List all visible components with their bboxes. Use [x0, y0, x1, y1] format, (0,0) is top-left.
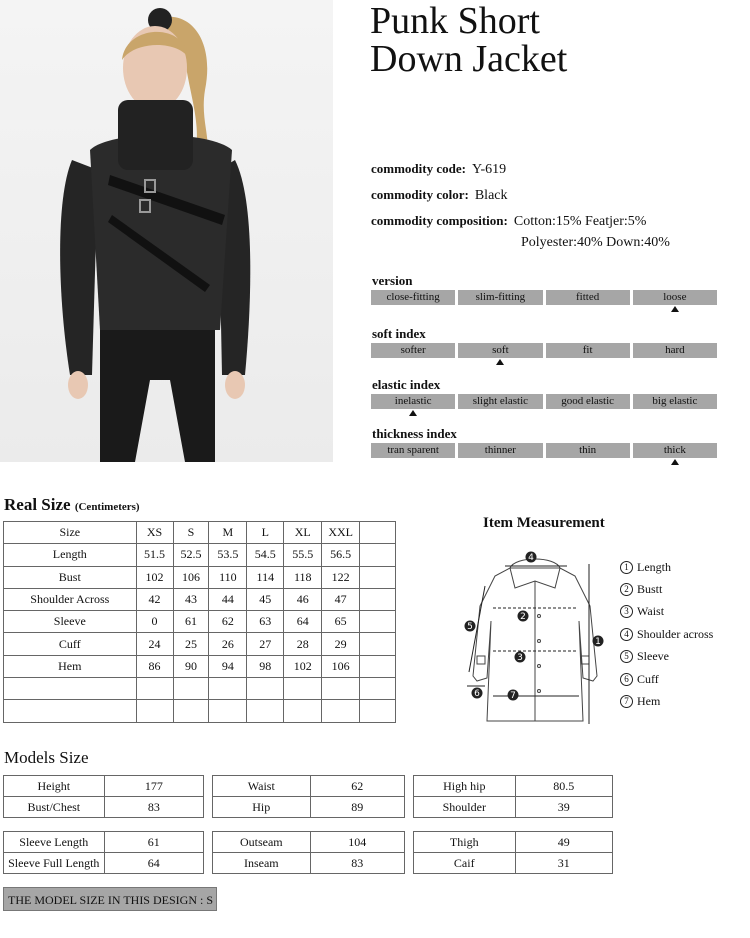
index-option: good elastic [546, 394, 630, 409]
svg-text:6: 6 [474, 689, 480, 699]
measurement-legend [620, 556, 713, 713]
measure-label: Shoulder [414, 797, 516, 818]
real-size-heading: Real Size [4, 495, 71, 514]
models-table-2a [3, 831, 204, 874]
table-cell [360, 700, 396, 722]
table-cell: 62 [209, 611, 247, 633]
index-option: slim-fitting [458, 290, 542, 305]
table-cell [136, 678, 173, 700]
legend-label: Length [637, 559, 671, 574]
spec-color [371, 187, 508, 204]
svg-text:7: 7 [510, 691, 516, 701]
table-cell [360, 655, 396, 677]
table-cell: 28 [284, 633, 322, 655]
index-option: tran sparent [371, 443, 455, 458]
table-cell [322, 678, 360, 700]
legend-label: Shoulder across [637, 626, 714, 641]
measure-value: 31 [515, 853, 612, 874]
measure-value: 61 [104, 832, 203, 853]
index-option: thin [546, 443, 630, 458]
legend-number: 3 [620, 605, 633, 618]
table-cell: 102 [136, 566, 173, 588]
index-option: slight elastic [458, 394, 542, 409]
table-cell [322, 700, 360, 722]
table-cell [247, 678, 284, 700]
table-cell: 55.5 [284, 544, 322, 566]
table-cell: 51.5 [136, 544, 173, 566]
table-row [4, 832, 204, 853]
models-size-title: Models Size [4, 748, 89, 767]
models-table-2b [212, 831, 405, 874]
table-header-cell [360, 522, 396, 544]
table-row [4, 678, 396, 700]
legend-number: 7 [620, 695, 633, 708]
table-cell: Hem [4, 655, 137, 677]
table-row [414, 853, 613, 874]
table-cell: 64 [284, 611, 322, 633]
measure-value: 177 [104, 776, 203, 797]
table-cell: 118 [284, 566, 322, 588]
table-cell: 0 [136, 611, 173, 633]
legend-number: 6 [620, 673, 633, 686]
table-cell [247, 700, 284, 722]
table-row [213, 853, 405, 874]
table-cell: 63 [247, 611, 284, 633]
table-row [4, 700, 396, 722]
table-cell: Shoulder Across [4, 588, 137, 610]
table-cell: 47 [322, 588, 360, 610]
table-header-cell: Size [4, 522, 137, 544]
table-row [4, 544, 396, 566]
measure-value: 83 [310, 853, 404, 874]
table-cell: 102 [284, 655, 322, 677]
table-header-cell: XL [284, 522, 322, 544]
measure-value: 89 [310, 797, 404, 818]
table-row [4, 776, 204, 797]
jacket-measurement-diagram [455, 546, 615, 731]
table-cell: Length [4, 544, 137, 566]
table-cell [360, 544, 396, 566]
table-header-row [4, 522, 396, 544]
table-cell: 94 [209, 655, 247, 677]
index-option: inelastic [371, 394, 455, 409]
table-row [213, 832, 405, 853]
table-row [414, 776, 613, 797]
table-cell [136, 700, 173, 722]
table-cell [4, 700, 137, 722]
item-measurement-title: Item Measurement [483, 515, 605, 531]
table-cell: 90 [173, 655, 209, 677]
measure-label: Inseam [213, 853, 311, 874]
measure-value: 39 [515, 797, 612, 818]
legend-item [620, 646, 713, 668]
table-cell [284, 700, 322, 722]
legend-item [620, 601, 713, 623]
real-size-title [4, 495, 140, 515]
index-bar-thickness [371, 443, 717, 458]
index-marker [671, 306, 679, 312]
table-cell [360, 588, 396, 610]
legend-label: Hem [637, 694, 661, 709]
table-row [414, 832, 613, 853]
index-title-thickness: thickness index [372, 426, 457, 441]
table-cell: 52.5 [173, 544, 209, 566]
table-row [4, 853, 204, 874]
spec-value: Y-619 [471, 162, 507, 177]
models-table-1b [212, 775, 405, 818]
index-option: hard [633, 343, 717, 358]
svg-text:1: 1 [595, 637, 601, 647]
measure-label: Hip [213, 797, 311, 818]
legend-item [620, 623, 713, 645]
index-option: softer [371, 343, 455, 358]
measure-label: Outseam [213, 832, 311, 853]
table-row [414, 797, 613, 818]
table-cell: 53.5 [209, 544, 247, 566]
table-cell [360, 678, 396, 700]
legend-label: Bustt [637, 582, 663, 597]
table-row [213, 776, 405, 797]
svg-text:3: 3 [517, 653, 523, 663]
table-cell [284, 678, 322, 700]
real-size-table [3, 521, 396, 723]
measure-value: 80.5 [515, 776, 612, 797]
legend-number: 2 [620, 583, 633, 596]
measure-label: High hip [414, 776, 516, 797]
table-cell: 106 [173, 566, 209, 588]
table-header-cell: XXL [322, 522, 360, 544]
table-cell: Bust [4, 566, 137, 588]
table-header-cell: L [247, 522, 284, 544]
product-title [370, 2, 567, 78]
measure-value: 49 [515, 832, 612, 853]
product-photo [0, 0, 333, 462]
spec-key: commodity code: [371, 161, 466, 176]
table-header-cell: S [173, 522, 209, 544]
spec-composition-line2 [521, 235, 670, 251]
table-header-cell: XS [136, 522, 173, 544]
svg-text:2: 2 [520, 612, 526, 622]
index-marker [671, 459, 679, 465]
table-cell: Sleeve [4, 611, 137, 633]
legend-label: Waist [637, 604, 665, 619]
measure-value: 64 [104, 853, 203, 874]
table-cell: 26 [209, 633, 247, 655]
index-option: close-fitting [371, 290, 455, 305]
models-table-1c [413, 775, 613, 818]
title-line-1: Punk Short [370, 0, 540, 42]
table-header-cell: M [209, 522, 247, 544]
index-bar-soft [371, 343, 717, 358]
table-cell: 46 [284, 588, 322, 610]
table-row [4, 633, 396, 655]
legend-number: 1 [620, 561, 633, 574]
index-option: loose [633, 290, 717, 305]
legend-number: 5 [620, 650, 633, 663]
table-cell: 110 [209, 566, 247, 588]
table-cell: 54.5 [247, 544, 284, 566]
spec-key: commodity composition: [371, 213, 508, 228]
measure-value: 83 [104, 797, 203, 818]
table-cell: 42 [136, 588, 173, 610]
table-row [4, 588, 396, 610]
table-cell: 98 [247, 655, 284, 677]
table-cell: 86 [136, 655, 173, 677]
table-cell: 114 [247, 566, 284, 588]
spec-key: commodity color: [371, 187, 469, 202]
table-cell: 44 [209, 588, 247, 610]
legend-number: 4 [620, 628, 633, 641]
table-cell [4, 678, 137, 700]
legend-item [620, 690, 713, 712]
table-cell [209, 700, 247, 722]
spec-code [371, 161, 506, 178]
legend-item [620, 556, 713, 578]
table-row [213, 797, 405, 818]
table-cell [360, 633, 396, 655]
index-option: thinner [458, 443, 542, 458]
measure-label: Bust/Chest [4, 797, 105, 818]
model-photo-illustration [0, 0, 333, 462]
svg-text:5: 5 [467, 622, 473, 632]
index-title-elastic: elastic index [372, 377, 441, 392]
table-cell [209, 678, 247, 700]
index-title-soft: soft index [372, 326, 426, 341]
model-size-note: THE MODEL SIZE IN THIS DESIGN : S [3, 887, 217, 911]
index-bar-version [371, 290, 717, 305]
table-cell: Cuff [4, 633, 137, 655]
legend-item [620, 668, 713, 690]
table-cell [173, 700, 209, 722]
title-line-2: Down Jacket [370, 38, 568, 80]
models-table-2c [413, 831, 613, 874]
index-option: thick [633, 443, 717, 458]
table-cell: 122 [322, 566, 360, 588]
table-cell: 24 [136, 633, 173, 655]
table-row [4, 655, 396, 677]
spec-value: Cotton:15% Featjer:5% [513, 214, 647, 229]
index-title-version: version [372, 273, 413, 288]
table-cell: 61 [173, 611, 209, 633]
table-row [4, 566, 396, 588]
measure-label: Sleeve Length [4, 832, 105, 853]
table-cell: 25 [173, 633, 209, 655]
table-cell: 106 [322, 655, 360, 677]
table-cell: 56.5 [322, 544, 360, 566]
index-option: fitted [546, 290, 630, 305]
spec-value: Polyester:40% Down:40% [521, 235, 670, 250]
table-cell: 27 [247, 633, 284, 655]
index-option: soft [458, 343, 542, 358]
measure-label: Thigh [414, 832, 516, 853]
table-row [4, 797, 204, 818]
legend-label: Sleeve [637, 649, 669, 664]
models-table-1a [3, 775, 204, 818]
index-option: big elastic [633, 394, 717, 409]
measure-value: 62 [310, 776, 404, 797]
table-cell [173, 678, 209, 700]
table-cell [360, 566, 396, 588]
index-option: fit [546, 343, 630, 358]
legend-label: Cuff [637, 671, 659, 686]
real-size-unit: (Centimeters) [74, 501, 140, 513]
table-cell: 43 [173, 588, 209, 610]
index-marker [496, 359, 504, 365]
table-cell: 65 [322, 611, 360, 633]
index-bar-elastic [371, 394, 717, 409]
measure-label: Caif [414, 853, 516, 874]
measure-value: 104 [310, 832, 404, 853]
spec-composition [371, 213, 646, 230]
measure-label: Height [4, 776, 105, 797]
table-cell [360, 611, 396, 633]
measure-label: Sleeve Full Length [4, 853, 105, 874]
svg-text:4: 4 [528, 553, 534, 563]
table-row [4, 611, 396, 633]
spec-value: Black [474, 188, 508, 203]
table-cell: 45 [247, 588, 284, 610]
legend-item [620, 578, 713, 600]
index-marker [409, 410, 417, 416]
table-cell: 29 [322, 633, 360, 655]
measure-label: Waist [213, 776, 311, 797]
